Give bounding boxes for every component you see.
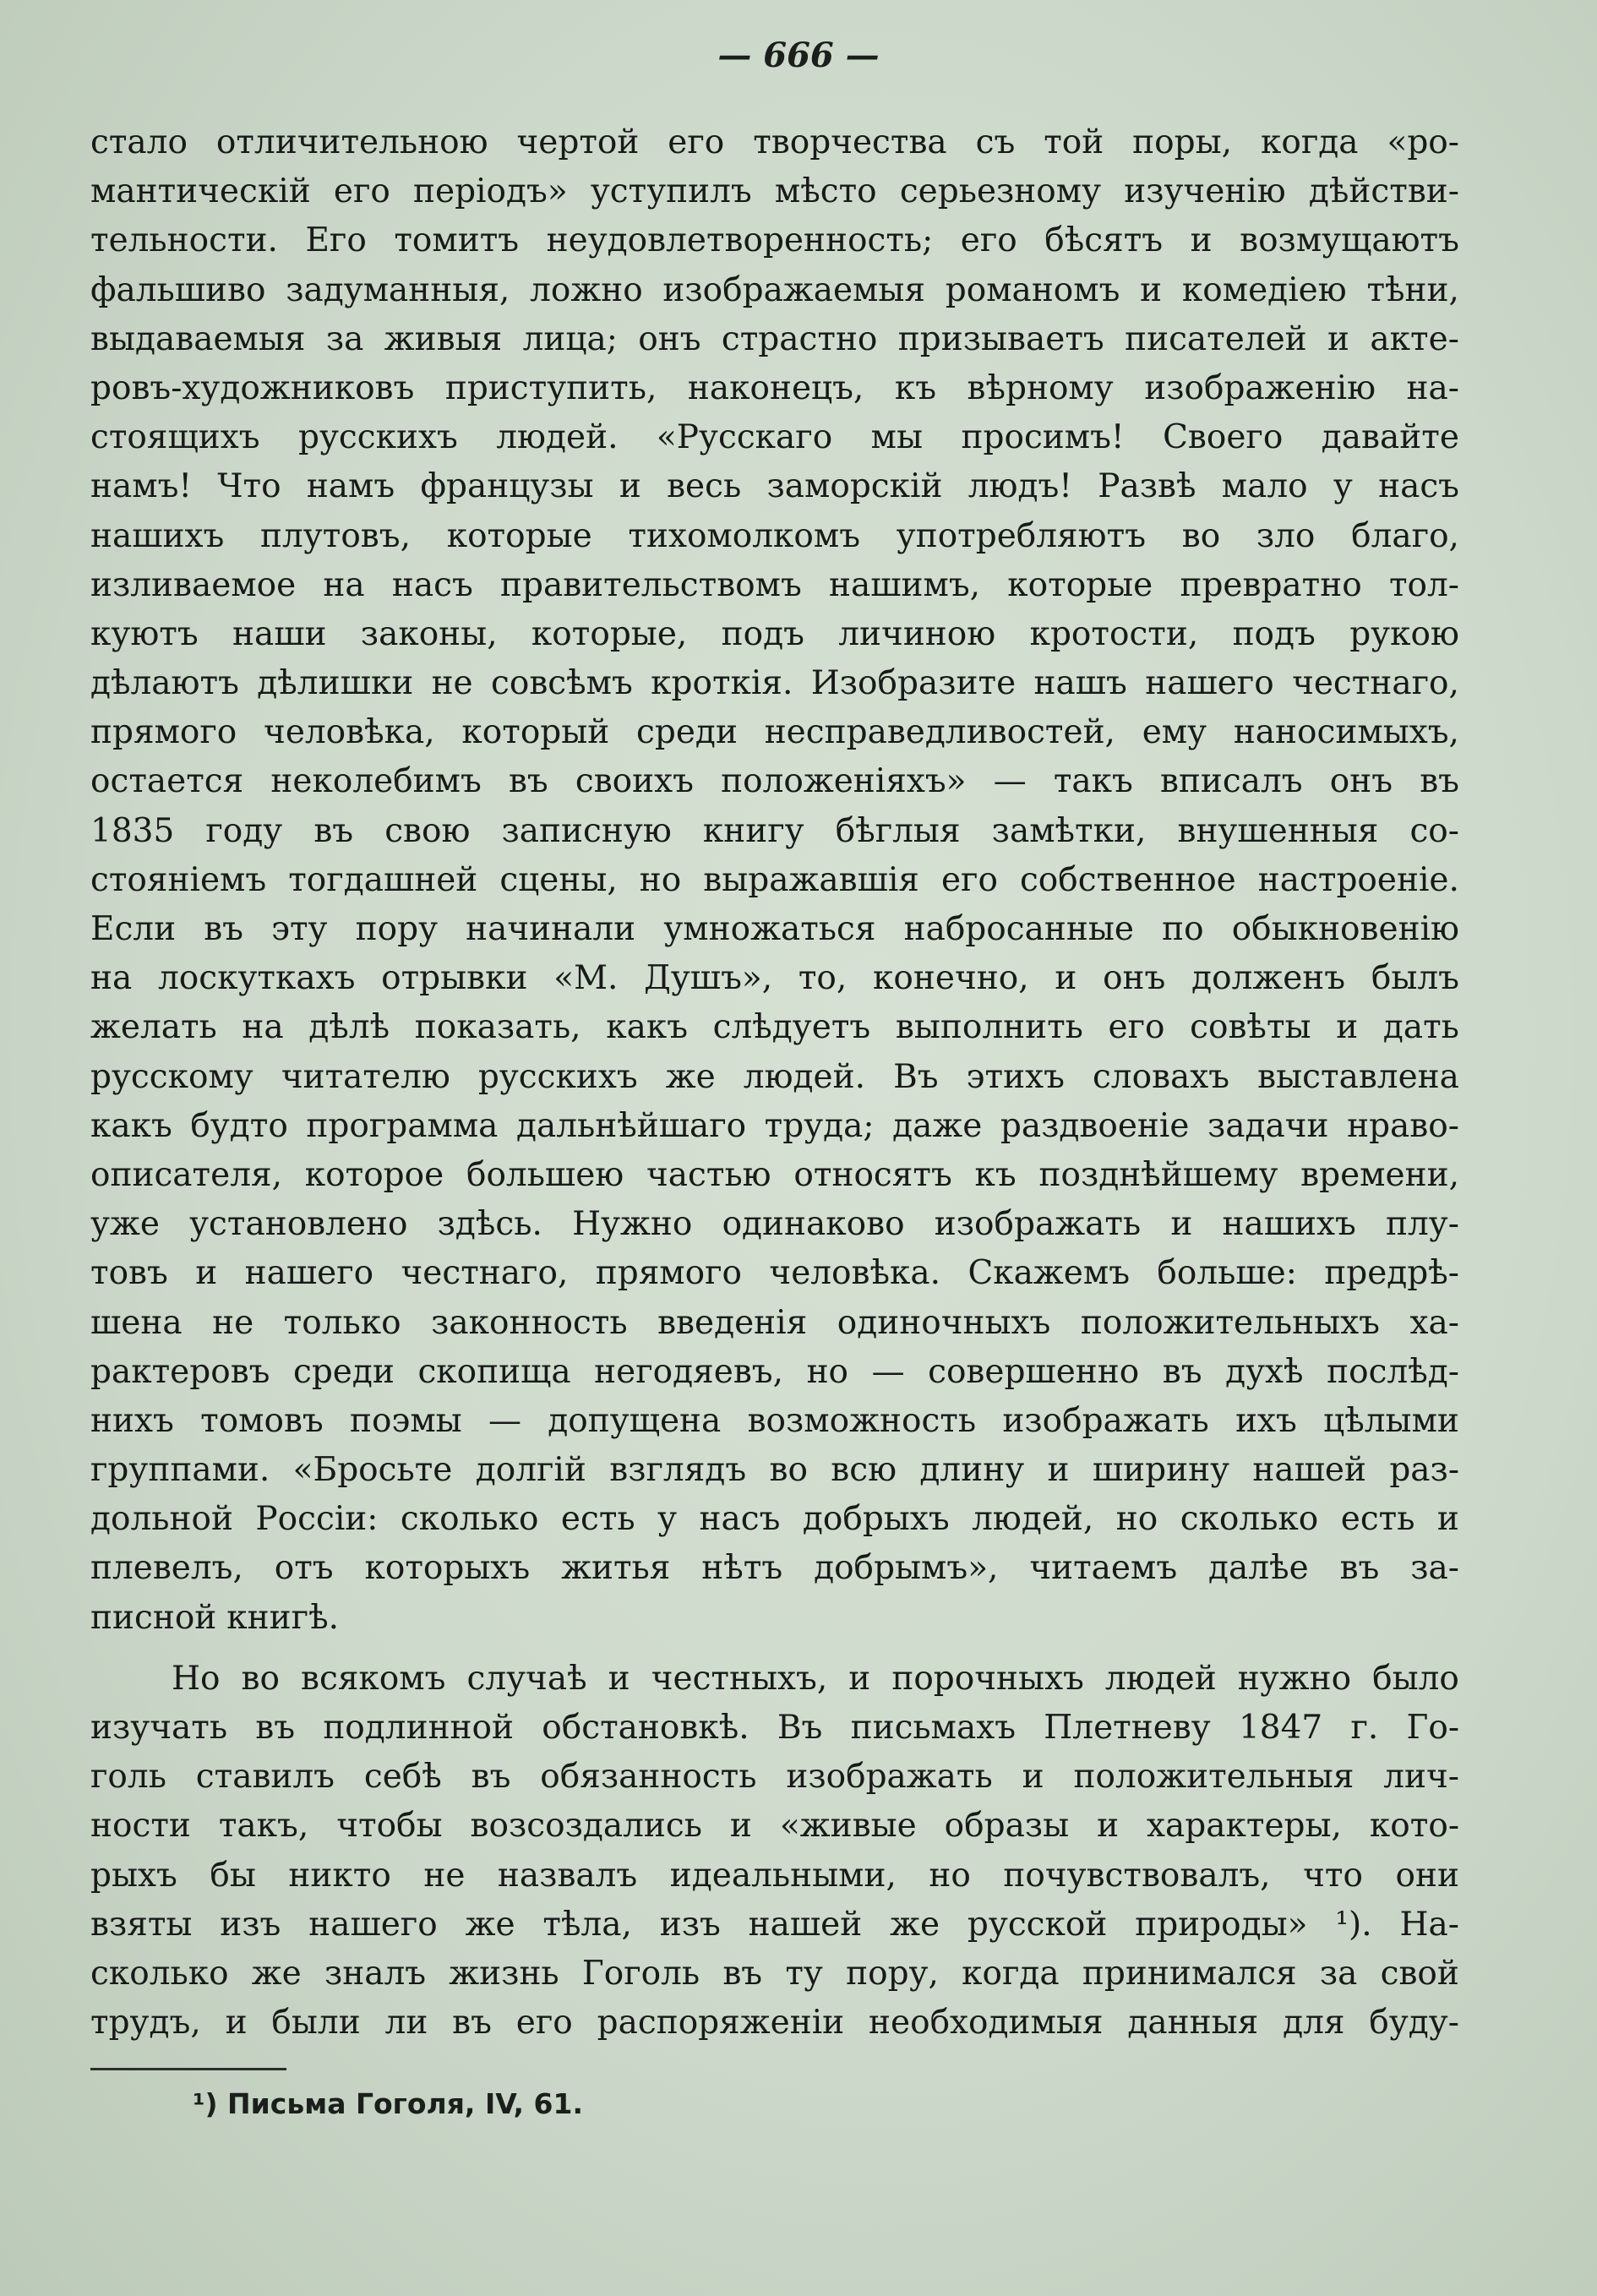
- text-line: нихъ томовъ поэмы — допущена возможность изображать ихъ цѣлыми: [90, 1401, 1459, 1440]
- text-line: уже установлено здѣсь. Нужно одинаково изображать и нашихъ плу-: [90, 1205, 1459, 1244]
- footnote-marker: ¹): [193, 2087, 218, 2120]
- text-line: трудъ, и были ли въ его распоряженіи необходимыя данныя для буду-: [90, 2004, 1459, 2042]
- body-text: [90, 118, 1459, 2048]
- text-line: тельности. Его томитъ неудовлетворенность; его бѣсятъ и возмущаютъ: [90, 221, 1459, 260]
- paragraph-1: [90, 118, 1459, 1643]
- text-line: 1835 году въ свою записную книгу бѣглыя замѣтки, внушенныя со-: [90, 811, 1459, 850]
- text-line: желать на дѣлѣ показать, какъ слѣдуетъ выполнить его совѣты и дать: [90, 1008, 1459, 1047]
- text-line: плевелъ, отъ которыхъ житья нѣтъ добрымъ», читаемъ далѣе въ за-: [90, 1549, 1459, 1588]
- text-line: Но во всякомъ случаѣ и честныхъ, и порочныхъ людей нужно было: [172, 1659, 1459, 1698]
- footnote-divider: [90, 2068, 286, 2070]
- text-line: сколько же зналъ жизнь Гоголь въ ту пору, когда принимался за свой: [90, 1954, 1459, 1993]
- text-line: прямого человѣка, который среди несправедливостей, ему наносимыхъ,: [90, 713, 1459, 752]
- page-number: — 666 —: [717, 35, 880, 75]
- paragraph-gap: [90, 1643, 1459, 1655]
- text-line: какъ будто программа дальнѣйшаго труда; даже раздвоеніе задачи нраво-: [90, 1106, 1459, 1145]
- text-line: голь ставилъ себѣ въ обязанность изображать и положительныя лич-: [90, 1758, 1459, 1797]
- text-line: стало отличительною чертой его творчества съ той поры, когда «ро-: [90, 123, 1459, 161]
- text-line: взяты изъ нашего же тѣла, изъ нашей же русской природы» ¹). На-: [90, 1905, 1459, 1944]
- text-line: выдаваемыя за живыя лица; онъ страстно призываетъ писателей и акте-: [90, 319, 1459, 358]
- text-line: писной книгѣ.: [90, 1598, 340, 1637]
- text-line: дольной Россіи: сколько есть у насъ добрыхъ людей, но сколько есть и: [90, 1500, 1459, 1539]
- text-line: Если въ эту пору начинали умножаться набросанные по обыкновенію: [90, 910, 1459, 948]
- text-line: стоящихъ русскихъ людей. «Русскаго мы просимъ! Своего давайте: [90, 418, 1459, 457]
- text-line: изливаемое на насъ правительствомъ нашимъ, которые превратно тол-: [90, 565, 1459, 604]
- text-line: ровъ-художниковъ приступить, наконецъ, къ вѣрному изображенію на-: [90, 368, 1459, 407]
- text-line: рактеровъ среди скопища негодяевъ, но — совершенно въ духѣ послѣд-: [90, 1352, 1459, 1391]
- text-line: ности такъ, чтобы возсоздались и «живые образы и характеры, кото-: [90, 1807, 1459, 1846]
- text-line: намъ! Что намъ французы и весь заморскій людъ! Развѣ мало у насъ: [90, 467, 1459, 506]
- footnote: [193, 2087, 583, 2120]
- text-line: рыхъ бы никто не назвалъ идеальными, но почувствовалъ, что они: [90, 1856, 1459, 1895]
- text-line: стояніемъ тогдашней сцены, но выражавшія его собственное настроеніе.: [90, 860, 1459, 899]
- text-line: описателя, которое большею частью относятъ къ позднѣйшему времени,: [90, 1155, 1459, 1194]
- text-line: мантическій его періодъ» уступилъ мѣсто серьезному изученію дѣйстви-: [90, 172, 1459, 211]
- text-line: изучать въ подлинной обстановкѣ. Въ письмахъ Плетневу 1847 г. Го-: [90, 1709, 1459, 1747]
- text-line: товъ и нашего честнаго, прямого человѣка. Скажемъ больше: предрѣ-: [90, 1254, 1459, 1293]
- footnote-text: Письма Гоголя, IV, 61.: [227, 2087, 583, 2120]
- text-line: группами. «Бросьте долгій взглядъ во всю длину и ширину нашей раз-: [90, 1451, 1459, 1490]
- text-line: дѣлаютъ дѣлишки не совсѣмъ кроткія. Изобразите нашъ нашего честнаго,: [90, 664, 1459, 703]
- text-line: фальшиво задуманныя, ложно изображаемыя романомъ и комедіею тѣни,: [90, 270, 1459, 309]
- text-line: русскому читателю русскихъ же людей. Въ этихъ словахъ выставлена: [90, 1057, 1459, 1096]
- text-line: нашихъ плутовъ, которые тихомолкомъ употребляютъ во зло благо,: [90, 516, 1459, 555]
- paragraph-2: [90, 1655, 1459, 2048]
- text-line: шена не только законность введенія одиночныхъ положительныхъ ха-: [90, 1303, 1459, 1342]
- text-line: куютъ наши законы, которые, подъ личиною кротости, подъ рукою: [90, 614, 1459, 653]
- text-line: остается неколебимъ въ своихъ положеніяхъ» — такъ вписалъ онъ въ: [90, 762, 1459, 801]
- text-line: на лоскуткахъ отрывки «М. Душъ», то, конечно, и онъ долженъ былъ: [90, 959, 1459, 998]
